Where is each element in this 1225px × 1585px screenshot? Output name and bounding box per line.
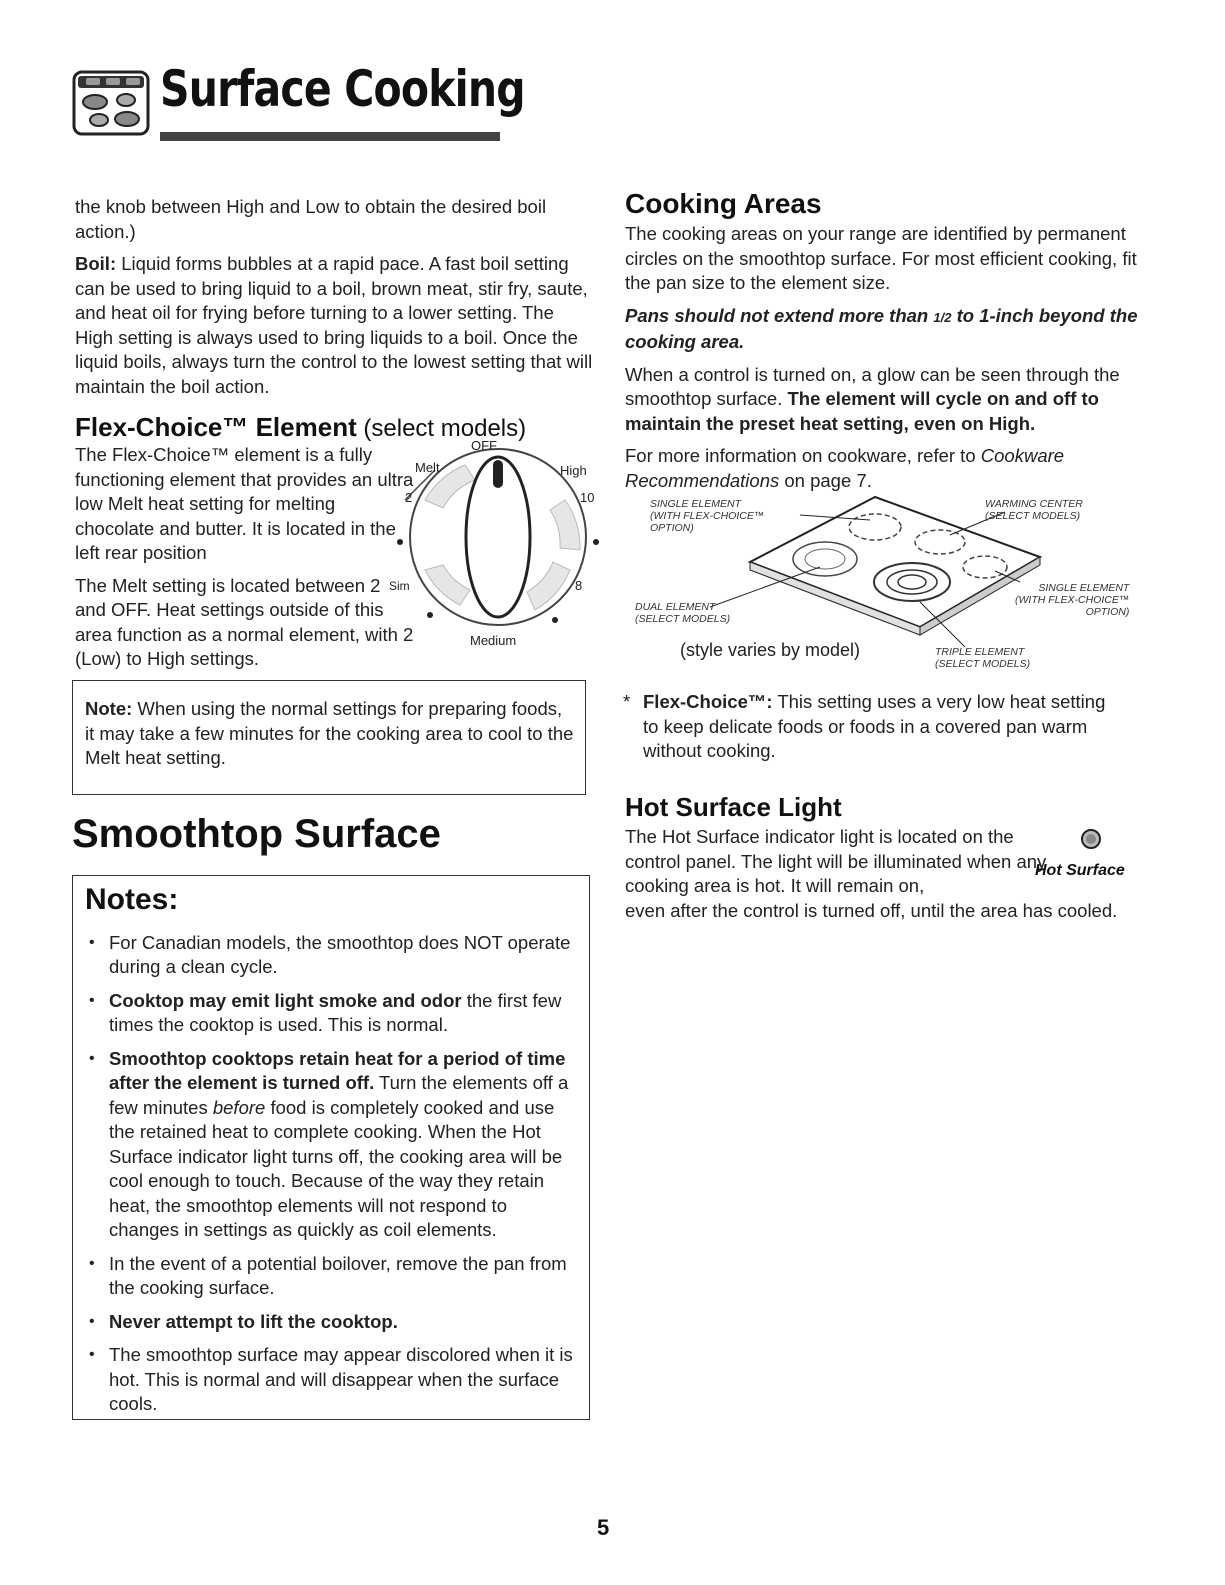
boil-intro: the knob between High and Low to obtain the desired boil action.) (75, 196, 547, 242)
diagram-caption: (style varies by model) (680, 640, 861, 660)
smoothtop-heading: Smoothtop Surface (72, 812, 441, 856)
knob-label-sim: Sim (389, 579, 410, 593)
note-1-text: For Canadian models, the smoothtop does NOT operate during a clean cycle. (109, 931, 571, 977)
boil-label: Boil: (75, 253, 117, 274)
p3-text: When a control is turned on, a glow can be seen through the smoothtop surface. (625, 363, 1120, 409)
note-label: Note: (85, 698, 133, 719)
list-item (85, 1310, 577, 1335)
note-box (72, 680, 586, 795)
note-text: When using the normal settings for preparing foods, it may take a few minutes for the cooking area to cool to the Melt heat setting. (85, 698, 574, 768)
note-5-bold: Never attempt to lift the cooktop. (109, 1310, 398, 1332)
flex-choice-text (75, 443, 415, 680)
page-number: 5 (597, 1515, 610, 1540)
list-item (85, 931, 577, 980)
label-warming-center: WARMING CENTER (SELECT MODELS) (985, 498, 1083, 522)
warn-text-b: to 1-inch beyond the cooking area. (625, 304, 1138, 352)
footnote-text: This setting uses a very low heat setting to keep delicate foods or foods in a covered pan warm without cooking. (643, 691, 1106, 761)
title-underline (160, 132, 500, 141)
list-item (85, 989, 577, 1038)
hot-surface-text: The Hot Surface indicator light is located on the control panel. The light will be illuminated when any cooking area is hot. It will remain on, (625, 826, 1047, 896)
cooking-areas-p1: The cooking areas on your range are identified by permanent circles on the smoothtop surface. For most efficient cooking, fit the pan size to the element size. (625, 223, 1137, 293)
flex-heading-suffix: (select models) (356, 415, 527, 442)
pan-warning (625, 304, 1145, 355)
note-3-text-a: Turn the elements off a few minutes (109, 1072, 569, 1118)
knob-label-melt: Melt (415, 460, 440, 475)
label-single-element-flex: SINGLE ELEMENT (WITH FLEX-CHOICE™ OPTION) (650, 498, 765, 534)
p4-text-a: For more information on cookware, refer to (625, 445, 981, 466)
knob-label-off: OFF (471, 438, 497, 453)
note-3-bold: Smoothtop cooktops retain heat for a period of time after the element is turned off. (109, 1047, 566, 1093)
note-4-text: In the event of a potential boilover, remove the pan from the cooking surface. (109, 1252, 567, 1298)
p4-text-b: on page 7. (779, 469, 872, 491)
note-6-text: The smoothtop surface may appear discolored when it is hot. This is normal and will disappear when the surface cools. (109, 1344, 573, 1414)
boil-section (75, 195, 595, 407)
cooking-areas-p3 (625, 363, 1145, 437)
control-knob-diagram (389, 438, 605, 660)
flex-choice-heading (75, 412, 526, 443)
cooking-areas-heading: Cooking Areas (625, 188, 822, 219)
range-icon (72, 70, 150, 136)
hot-surface-label: Hot Surface (1035, 862, 1125, 879)
footnote-star: * (623, 691, 631, 712)
note-3-italic: before (212, 1096, 266, 1118)
cooking-areas-text (625, 222, 1145, 501)
indicator-light-icon (1080, 828, 1102, 850)
list-item (85, 1343, 577, 1417)
flex-choice-footnote (625, 690, 1125, 764)
hot-surface-heading: Hot Surface Light (625, 792, 842, 822)
note-3-text-b: food is completely cooked and use the retained heat to complete cooking. When the Hot Surface indicator light turns off, the cooking area will be cool enough to touch. Because of the way they retain heat, the smoothtop elements will not respond to changes in settings as quickly as coil elements. (109, 1096, 563, 1240)
note-2-bold: Cooktop may emit light smoke and odor (109, 989, 462, 1011)
boil-text: Liquid forms bubbles at a rapid pace. A fast boil setting can be used to bring liquid to a boil, brown meat, stir fry, saute, and heat oil for frying before turning to a lower setting. The High setting is always used to bring liquids to a boil. Once the liquid boils, always turn the control to the lowest setting that will maintain the boil action. (75, 253, 593, 397)
label-dual-element: DUAL ELEMENT (SELECT MODELS) (635, 601, 731, 625)
knob-label-two: 2 (405, 490, 413, 505)
notes-list (85, 931, 577, 1417)
boil-paragraph (75, 252, 595, 399)
flex-heading-main: Flex-Choice™ Element (75, 412, 357, 442)
smoothtop-notes-box (72, 875, 590, 1420)
footnote-label: Flex-Choice™: (643, 691, 773, 712)
cooking-areas-p4 (625, 444, 1145, 493)
knob-label-medium: Medium (470, 633, 517, 648)
list-item (85, 1252, 577, 1301)
hot-surface-text-tail: even after the control is turned off, until the area has cooled. (625, 900, 1118, 921)
note-paragraph (85, 697, 575, 771)
warn-text-a: Pans should not extend more than (625, 304, 934, 326)
label-single-element-flex-2: SINGLE ELEMENT (WITH FLEX-CHOICE™ OPTION) (1015, 582, 1130, 618)
note-2-text: the first few times the cooktop is used. This is normal. (109, 989, 562, 1035)
knob-label-high: High (560, 463, 587, 478)
label-triple-element: TRIPLE ELEMENT (SELECT MODELS) (935, 646, 1031, 670)
knob-label-eight: 8 (575, 578, 583, 593)
p4-italic: Cookware Recommendations (625, 445, 1065, 491)
list-item (85, 1047, 577, 1243)
warn-fraction: 1/2 (933, 309, 952, 325)
notes-title: Notes: (85, 883, 179, 916)
flex-paragraph-1: The Flex-Choice™ element is a fully functioning element that provides an ultra low Melt heat setting for melting chocolate and butter. It is located in the left rear position (75, 444, 414, 563)
flex-paragraph-2: The Melt setting is located between 2 and OFF. Heat settings outside of this area function as a normal element, with 2 (Low) to High settings. (75, 574, 414, 669)
page-title: Surface Cooking (160, 60, 525, 118)
footnote-paragraph (625, 690, 1125, 764)
p3-bold: The element will cycle on and off to maintain the preset heat setting, even on High. (625, 388, 1099, 434)
knob-label-ten: 10 (580, 490, 595, 505)
